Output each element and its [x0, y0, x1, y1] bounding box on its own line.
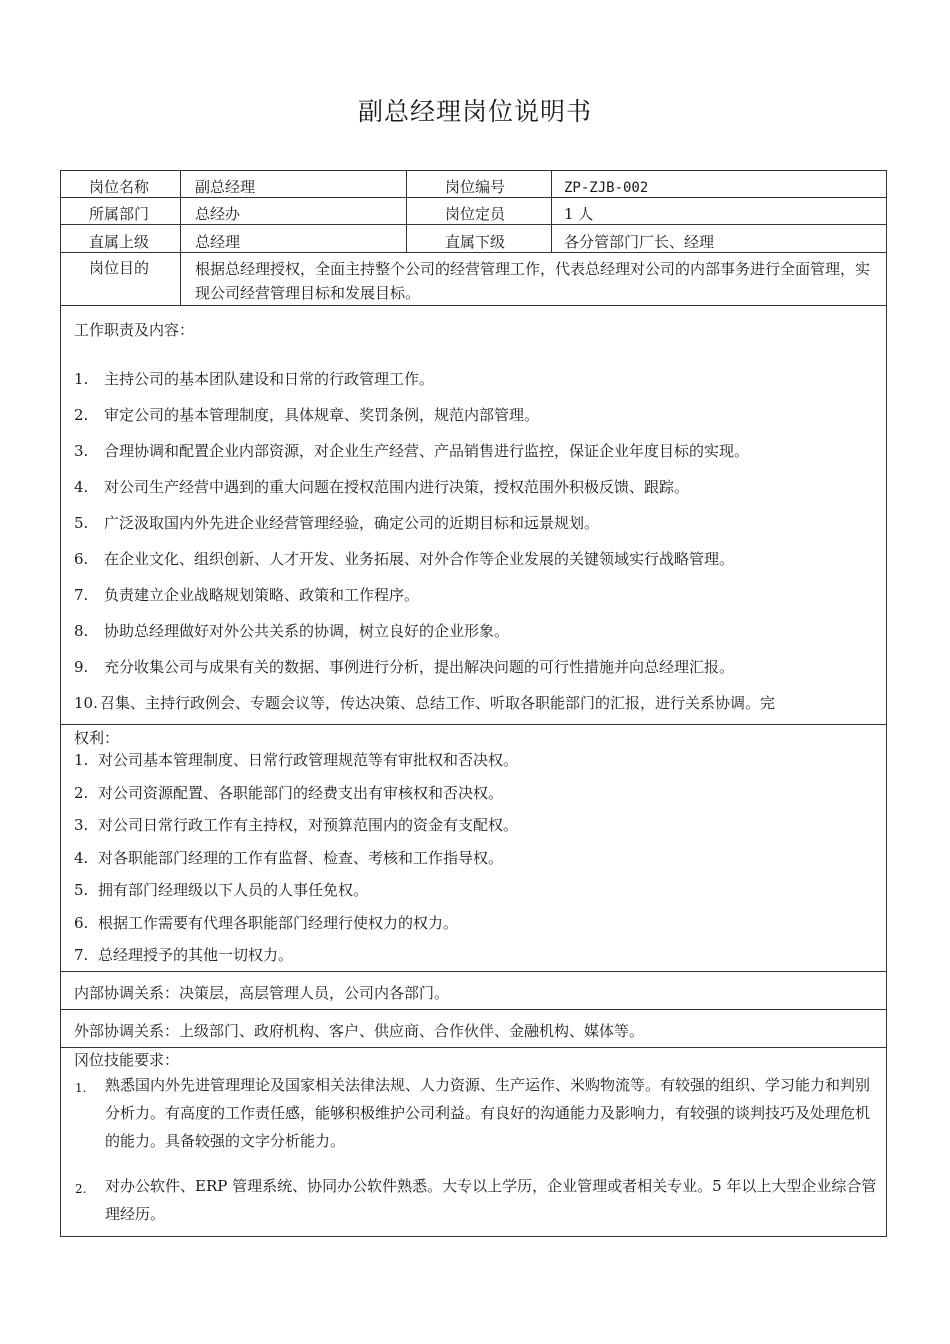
duty-number: 9. — [74, 658, 89, 676]
right-text: 拥有部门经理级以下人员的人事任免权。 — [98, 881, 369, 899]
right-number: 5. — [74, 881, 89, 899]
duty-item — [74, 550, 734, 568]
internal-coordination: 内部协调关系：决策层，高层管理人员，公司内各部门。 — [74, 984, 450, 1002]
duty-text: 协助总经理做好对外公共关系的协调，树立良好的企业形象。 — [104, 622, 510, 640]
right-item — [74, 784, 503, 802]
duty-item — [74, 622, 509, 640]
column-divider — [551, 171, 552, 252]
skill-text: 对办公软件、ERP 管理系统、协同办公软件熟悉。大专以上学历，企业管理或者相关专业。5 年以上大型企业综合管理经历。 — [105, 1177, 877, 1223]
right-number: 3. — [74, 816, 89, 834]
right-number: 6. — [74, 913, 89, 932]
right-text: 对公司资源配置、各职能部门的经费支出有审核权和否决权。 — [98, 783, 504, 802]
column-divider — [180, 171, 181, 305]
right-text: 对公司日常行政工作有主持权，对预算范围内的资金有支配权。 — [98, 816, 519, 834]
duty-number: 3. — [74, 442, 89, 460]
row-divider — [61, 1047, 886, 1048]
label-headcount: 岗位定员 — [445, 205, 506, 223]
duty-text: 充分收集公司与成果有关的数据、事例进行分析，提出解决问题的可行性措施并向总经理汇报。 — [104, 658, 735, 676]
duty-number: 10. — [74, 694, 98, 712]
duty-text: 广泛汲取国内外先进企业经营管理经验，确定公司的近期目标和远景规划。 — [104, 514, 600, 532]
duty-number: 2. — [74, 406, 89, 424]
document-title: 副总经理岗位说明书 — [357, 97, 592, 126]
right-text: 对公司基本管理制度、日常行政管理规范等有审批权和否决权。 — [98, 751, 519, 769]
label-position-name: 岗位名称 — [89, 178, 150, 196]
row-divider — [61, 971, 886, 972]
duty-number: 6. — [74, 550, 89, 568]
value-position-name: 副总经理 — [195, 178, 256, 196]
skill-number: 2. — [75, 1182, 87, 1196]
right-number: 4. — [74, 848, 89, 867]
label-department: 所属部门 — [89, 205, 150, 223]
right-item — [74, 816, 518, 834]
duty-text: 主持公司的基本团队建设和日常的行政管理工作。 — [104, 370, 435, 388]
duty-number: 4. — [74, 478, 89, 496]
row-divider — [61, 224, 886, 225]
row-divider — [61, 197, 886, 198]
row-divider — [61, 305, 886, 306]
skill-text: 熟悉国内外先进管理理论及国家相关法律法规、人力资源、生产运作、米购物流等。有较强的组织、学习能力和判别分析力。有高度的工作责任感，能够积极维护公司利益。有良好的沟通能力及影响力，有较强的谈判技巧及处理危机的能力。具备较强的文字分析能力。 — [105, 1076, 871, 1150]
duties-heading: 工作职责及内容： — [74, 321, 195, 339]
right-number: 7. — [74, 946, 89, 964]
job-description-table — [60, 170, 887, 1237]
duty-item — [74, 658, 734, 676]
right-item — [74, 751, 518, 769]
value-headcount: 1 人 — [564, 205, 594, 223]
duty-item — [74, 586, 419, 604]
right-item — [74, 946, 293, 964]
duty-text: 召集、主持行政例会、专题会议等，传达决策、总结工作、听取各职能部门的汇报，进行关系协调。完 — [100, 694, 776, 712]
skill-number: 1. — [75, 1081, 87, 1095]
duty-item — [74, 694, 775, 712]
right-item — [74, 849, 503, 867]
value-department: 总经办 — [195, 205, 241, 223]
label-direct-superior: 直属上级 — [89, 233, 150, 251]
skills-heading: 冈位技能要求： — [74, 1051, 180, 1069]
column-divider — [406, 171, 407, 252]
right-item — [74, 914, 458, 932]
right-text: 根据工作需要有代理各职能部门经理行使权力的权力。 — [98, 913, 459, 932]
right-item — [74, 881, 368, 899]
duty-text: 审定公司的基本管理制度，具体规章、奖罚条例，规范内部管理。 — [104, 406, 540, 424]
right-number: 1. — [74, 751, 89, 769]
right-text: 对各职能部门经理的工作有监督、检查、考核和工作指导权。 — [98, 848, 504, 867]
duty-number: 1. — [74, 370, 89, 388]
right-number: 2. — [74, 783, 89, 802]
duty-number: 5. — [74, 514, 89, 532]
duty-number: 8. — [74, 622, 89, 640]
duty-item — [74, 478, 689, 496]
value-direct-subordinate: 各分管部门厂长、经理 — [564, 233, 715, 251]
row-divider — [61, 252, 886, 253]
value-position-code: ZP-ZJB-002 — [564, 180, 649, 196]
duty-text: 合理协调和配置企业内部资源，对企业生产经营、产品销售进行监控，保证企业年度目标的实现。 — [104, 442, 750, 460]
duty-item — [74, 406, 539, 424]
duty-item — [74, 370, 434, 388]
duty-item — [74, 514, 599, 532]
rights-heading: 权利： — [74, 729, 120, 747]
label-position-purpose: 岗位目的 — [89, 259, 150, 277]
label-direct-subordinate: 直属下级 — [445, 233, 506, 251]
value-direct-superior: 总经理 — [195, 233, 241, 251]
row-divider — [61, 724, 886, 725]
row-divider — [61, 1009, 886, 1010]
duty-item — [74, 442, 749, 460]
external-coordination: 外部协调关系：上级部门、政府机构、客户、供应商、合作伙伴、金融机构、媒体等。 — [74, 1022, 645, 1040]
value-position-purpose: 根据总经理授权，全面主持整个公司的经营管理工作，代表总经理对公司的内部事务进行全面管理，实现公司经营管理目标和发展目标。 — [195, 260, 871, 302]
duty-number: 7. — [74, 586, 89, 604]
duty-text: 负责建立企业战略规划策略、政策和工作程序。 — [104, 586, 420, 604]
label-position-code: 岗位编号 — [445, 178, 506, 196]
right-text: 总经理授予的其他一切权力。 — [98, 946, 294, 964]
duty-text: 对公司生产经营中遇到的重大问题在授权范围内进行决策，授权范围外积极反馈、跟踪。 — [104, 478, 690, 496]
duty-text: 在企业文化、组织创新、人才开发、业务拓展、对外合作等企业发展的关键领域实行战略管理。 — [104, 550, 735, 568]
